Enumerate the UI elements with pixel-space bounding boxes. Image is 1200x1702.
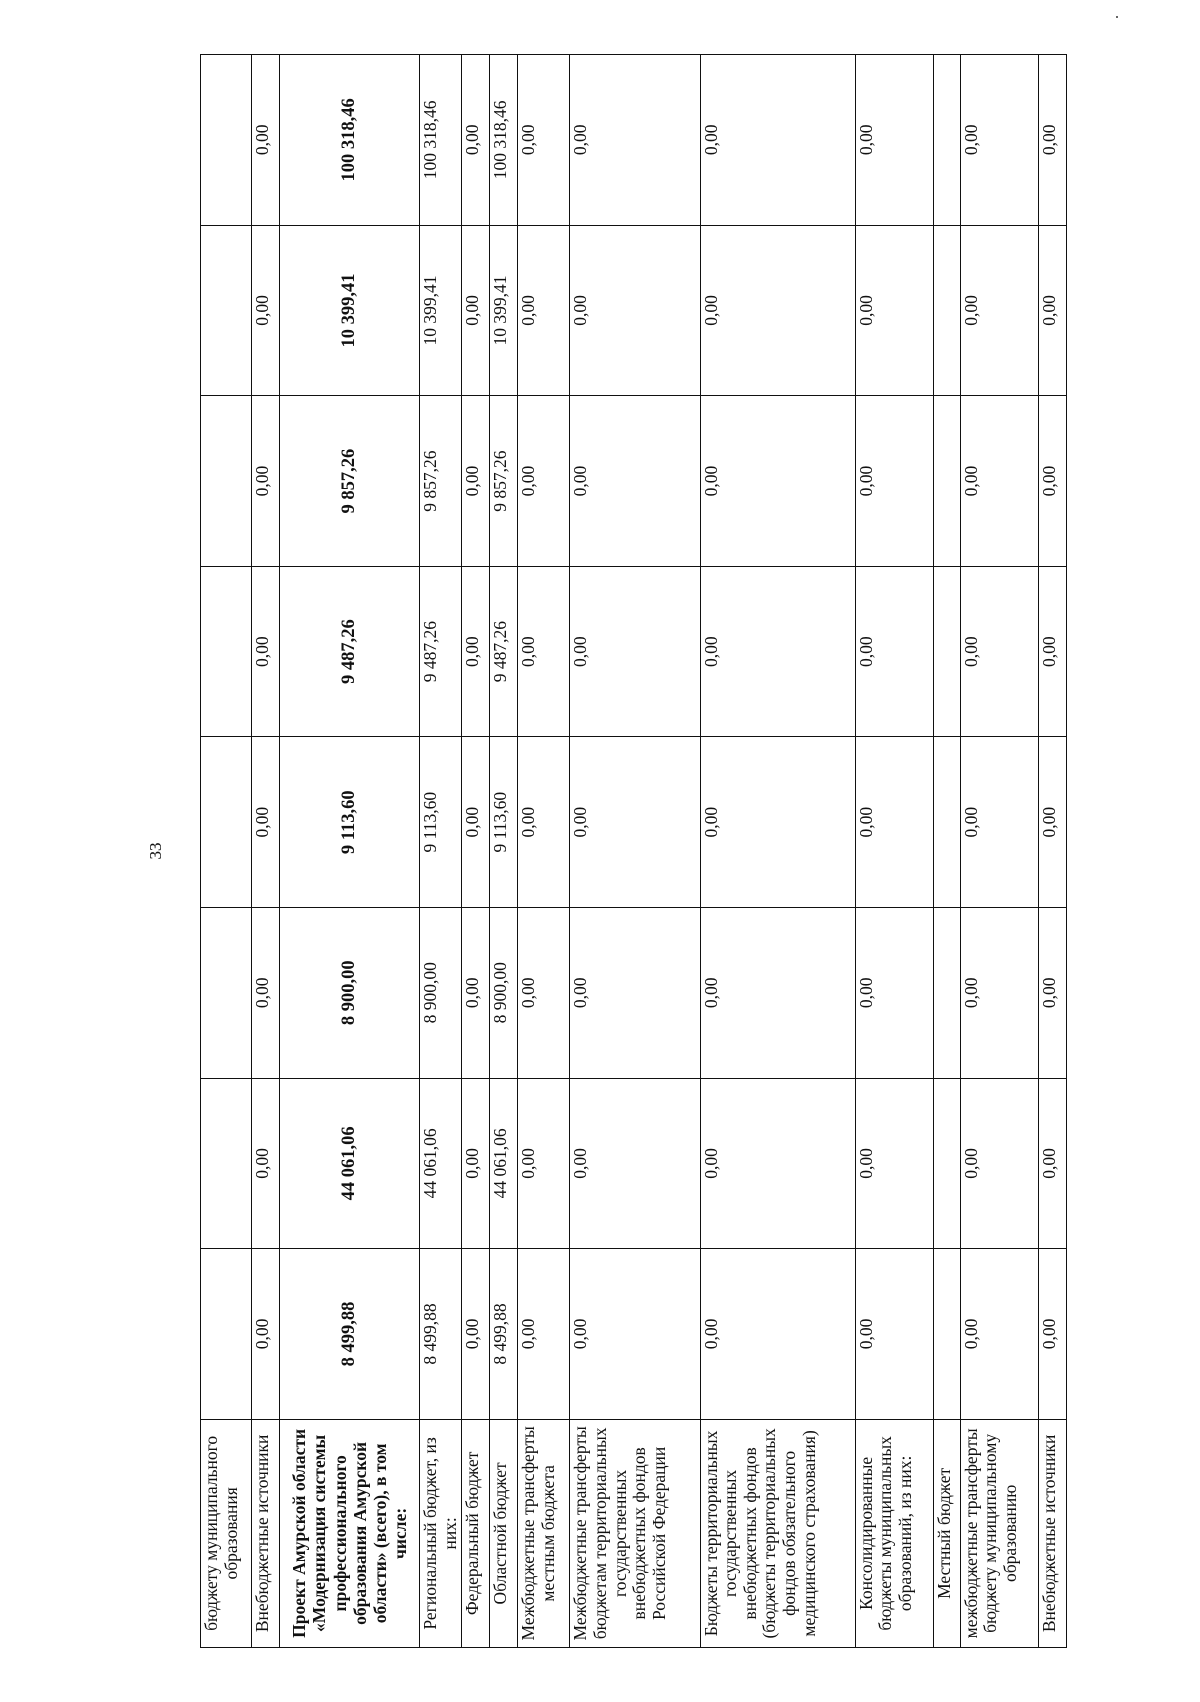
value-cell: 0,00 [462,55,490,226]
table-row [201,55,252,1648]
value-cell [933,737,960,908]
value-cell: 9 487,26 [420,566,462,737]
budget-table [200,54,1067,1648]
value-cell [933,396,960,567]
value-cell: 0,00 [462,1078,490,1249]
value-cell: 100 318,46 [420,55,462,226]
value-cell: 0,00 [570,737,700,908]
value-cell [933,1078,960,1249]
table-row [462,55,490,1648]
value-cell: 0,00 [855,566,933,737]
value-cell: 10 399,41 [280,225,420,396]
value-cell: 0,00 [700,566,855,737]
value-cell: 0,00 [700,1249,855,1420]
row-label: Местный бюджет [933,1419,960,1647]
value-cell: 0,00 [700,225,855,396]
value-cell: 0,00 [855,908,933,1079]
table-row [420,55,462,1648]
value-cell [201,396,252,567]
row-label: бюджету муниципального образования [201,1419,252,1647]
value-cell: 8 900,00 [420,908,462,1079]
row-label: Региональный бюджет, из них: [420,1419,462,1647]
value-cell [933,225,960,396]
value-cell: 0,00 [462,225,490,396]
value-cell: 0,00 [960,1249,1038,1420]
value-cell: 0,00 [1038,55,1066,226]
value-cell: 44 061,06 [420,1078,462,1249]
value-cell: 9 857,26 [420,396,462,567]
value-cell: 0,00 [855,1249,933,1420]
value-cell: 0,00 [700,908,855,1079]
value-cell: 0,00 [518,1078,570,1249]
table-row [855,55,933,1648]
value-cell [933,1249,960,1420]
page-number: 33 [146,842,165,860]
value-cell [201,1249,252,1420]
row-label: Межбюджетные трансферты местным бюджета [518,1419,570,1647]
table-row [1038,55,1066,1648]
value-cell: 0,00 [960,566,1038,737]
table-row [700,55,855,1648]
value-cell: 0,00 [518,396,570,567]
value-cell: 0,00 [252,1249,280,1420]
value-cell: 0,00 [518,225,570,396]
value-cell: 0,00 [570,1078,700,1249]
value-cell [201,225,252,396]
value-cell: 9 487,26 [280,566,420,737]
value-cell: 0,00 [1038,396,1066,567]
value-cell: 0,00 [960,55,1038,226]
table-row-project-total [280,55,420,1648]
table-row [252,55,280,1648]
value-cell: 9 857,26 [280,396,420,567]
value-cell: 0,00 [960,396,1038,567]
value-cell: 0,00 [252,55,280,226]
value-cell [201,55,252,226]
value-cell: 44 061,06 [490,1078,518,1249]
value-cell: 0,00 [570,225,700,396]
rotated-table-container [200,54,1067,1648]
table-row [960,55,1038,1648]
table-row [570,55,700,1648]
value-cell: 0,00 [518,1249,570,1420]
row-label: Областной бюджет [490,1419,518,1647]
value-cell: 44 061,06 [280,1078,420,1249]
value-cell: 0,00 [462,1249,490,1420]
value-cell: 0,00 [518,55,570,226]
value-cell: 0,00 [1038,737,1066,908]
table-row [518,55,570,1648]
value-cell: 10 399,41 [490,225,518,396]
value-cell [201,1078,252,1249]
value-cell [201,737,252,908]
table-row [490,55,518,1648]
value-cell: 100 318,46 [280,55,420,226]
value-cell: 0,00 [855,1078,933,1249]
row-label: Внебюджетные источники [252,1419,280,1647]
value-cell: 0,00 [252,566,280,737]
row-label: Федеральный бюджет [462,1419,490,1647]
value-cell: 0,00 [252,908,280,1079]
value-cell: 0,00 [462,396,490,567]
value-cell: 0,00 [855,396,933,567]
value-cell: 8 499,88 [280,1249,420,1420]
value-cell: 0,00 [570,908,700,1079]
value-cell: 0,00 [570,396,700,567]
value-cell: 0,00 [960,737,1038,908]
value-cell: 100 318,46 [490,55,518,226]
value-cell: 0,00 [252,1078,280,1249]
row-label: Консолидированные бюджеты муниципальных образований, из них: [855,1419,933,1647]
value-cell [201,908,252,1079]
value-cell: 0,00 [252,396,280,567]
value-cell: 9 113,60 [280,737,420,908]
value-cell: 0,00 [1038,566,1066,737]
value-cell: 0,00 [700,737,855,908]
value-cell: 0,00 [1038,1249,1066,1420]
value-cell: 0,00 [462,737,490,908]
value-cell: 0,00 [252,737,280,908]
value-cell: 0,00 [570,55,700,226]
value-cell: 0,00 [855,737,933,908]
value-cell: 0,00 [1038,225,1066,396]
row-label: Внебюджетные источники [1038,1419,1066,1647]
value-cell: 0,00 [960,908,1038,1079]
value-cell: 9 113,60 [490,737,518,908]
value-cell: 9 113,60 [420,737,462,908]
value-cell: 10 399,41 [420,225,462,396]
value-cell: 8 900,00 [280,908,420,1079]
value-cell: 0,00 [855,225,933,396]
row-label: Бюджеты территориальных государственных внебюджетных фондов (бюджеты территориальных фондов обязательного медицинского страхования) [700,1419,855,1647]
scan-speck [1116,16,1118,18]
value-cell: 0,00 [570,566,700,737]
value-cell: 8 499,88 [420,1249,462,1420]
value-cell: 8 900,00 [490,908,518,1079]
value-cell: 0,00 [518,737,570,908]
value-cell: 0,00 [700,1078,855,1249]
value-cell [933,566,960,737]
value-cell: 0,00 [700,396,855,567]
value-cell: 9 857,26 [490,396,518,567]
value-cell [201,566,252,737]
value-cell: 0,00 [518,908,570,1079]
value-cell: 0,00 [252,225,280,396]
budget-table-body [201,55,1067,1648]
value-cell: 0,00 [1038,908,1066,1079]
value-cell: 0,00 [462,566,490,737]
value-cell: 0,00 [700,55,855,226]
value-cell [933,908,960,1079]
value-cell: 8 499,88 [490,1249,518,1420]
value-cell: 0,00 [570,1249,700,1420]
value-cell: 0,00 [1038,1078,1066,1249]
value-cell: 0,00 [960,225,1038,396]
row-label: Межбюджетные трансферты бюджетам территориальных государственных внебюджетных фондов Российской Федерации [570,1419,700,1647]
row-label: Проект Амурской области «Модернизация системы профессионального образования Амурской области» (всего), в том числе: [280,1419,420,1647]
value-cell: 0,00 [462,908,490,1079]
value-cell: 9 487,26 [490,566,518,737]
value-cell: 0,00 [518,566,570,737]
row-label: межбюджетные трансферты бюджету муниципальному образованию [960,1419,1038,1647]
table-row [933,55,960,1648]
value-cell: 0,00 [855,55,933,226]
value-cell [933,55,960,226]
value-cell: 0,00 [960,1078,1038,1249]
